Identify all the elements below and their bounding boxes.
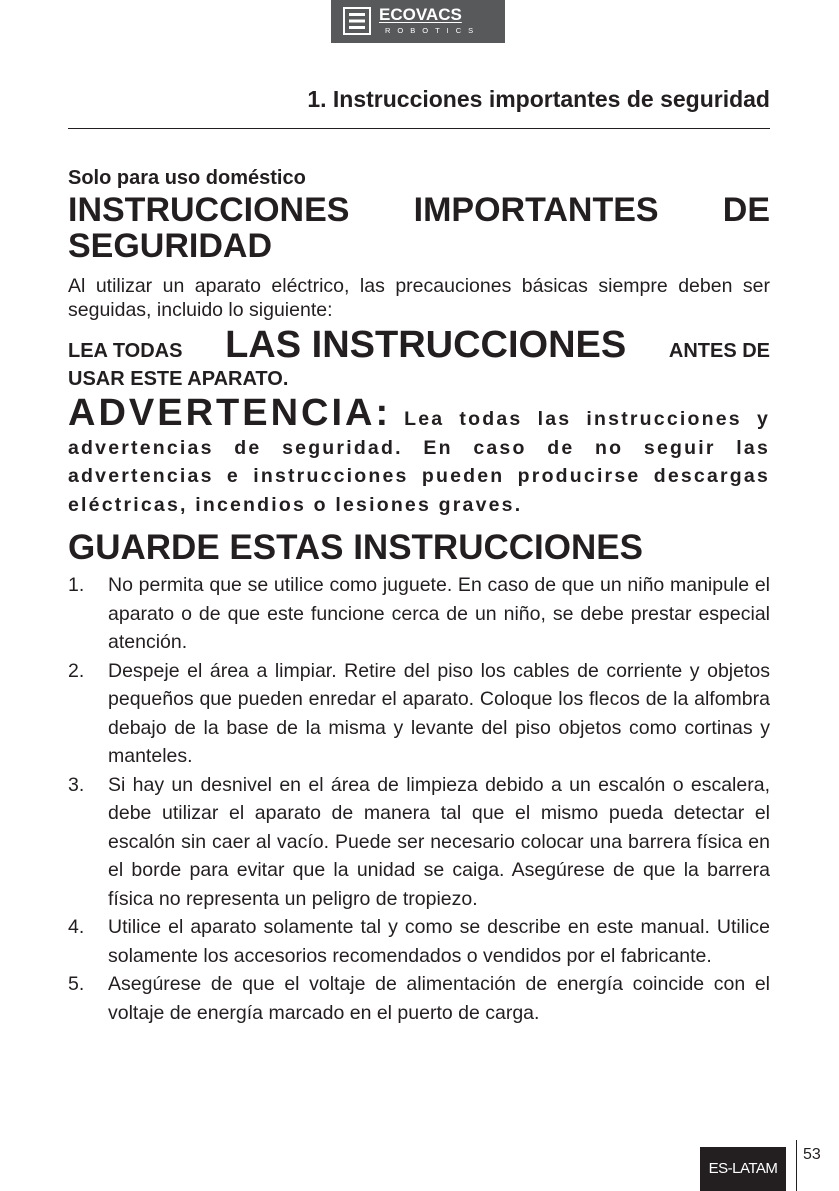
- list-item-text: No permita que se utilice como juguete. En caso de que un niño manipule el aparato o de que este funcione cerca de un niño, se debe prestar especial atención.: [108, 574, 770, 653]
- section-title: 1. Instrucciones importantes de seguridad: [307, 86, 770, 112]
- page-content: [68, 165, 770, 1027]
- domestic-use-subhead: Solo para uso doméstico: [68, 167, 306, 189]
- lea-post: ANTES DE: [668, 340, 770, 362]
- save-instructions-title: GUARDE ESTAS INSTRUCCIONES: [68, 528, 643, 567]
- list-item: [68, 657, 770, 771]
- list-item-number: 1.: [68, 574, 85, 596]
- intro-paragraph: Al utilizar un aparato eléctrico, las precauciones básicas siempre deben ser seguidas, incluido lo siguiente:: [68, 275, 770, 321]
- list-item-text: Utilice el aparato solamente tal y como se describe en este manual. Utilice solamente los accesorios recomendados o vendidos por el fabricante.: [108, 916, 770, 967]
- list-item: [68, 970, 770, 1027]
- read-all-instructions: [68, 326, 770, 393]
- safety-list: [68, 571, 770, 1027]
- list-item-number: 4.: [68, 916, 85, 938]
- list-item-text: Si hay un desnivel en el área de limpieza debido a un escalón o escalera, debe utilizar el aparato de manera tal que el mismo pueda detectar el escalón sin caer al vacío. Puede ser necesario colocar una barrera física en el borde para evitar que la unidad se caiga. Asegúrese de que la barrera física no representa un peligro de tropiezo.: [108, 773, 770, 910]
- lea-line2: USAR ESTE APARATO.: [68, 368, 289, 390]
- list-item-number: 3.: [68, 773, 85, 796]
- list-item-number: 2.: [68, 659, 85, 682]
- header-divider: [68, 128, 770, 129]
- list-item: [68, 913, 770, 970]
- main-title: [68, 192, 770, 264]
- list-item: [68, 571, 770, 657]
- main-title-line1: INSTRUCCIONES IMPORTANTES DE: [68, 191, 770, 229]
- ecovacs-logo: [331, 0, 505, 43]
- page-number: 53: [803, 1146, 821, 1163]
- lea-big: LAS INSTRUCCIONES: [225, 324, 627, 366]
- warning-heading: ADVERTENCIA:: [68, 392, 392, 434]
- list-item-number: 5.: [68, 973, 85, 995]
- logo-brand: ECOVACS: [379, 5, 462, 24]
- lea-pre: LEA TODAS: [68, 340, 183, 362]
- warning-text: Lea todas las instrucciones y advertencias de seguridad. En caso de no seguir las advertencias e instrucciones pueden producirse descargas eléctricas, incendios o lesiones graves.: [68, 408, 770, 516]
- main-title-line2: SEGURIDAD: [68, 227, 273, 265]
- list-item-text: Asegúrese de que el voltaje de alimentación de energía coincide con el voltaje de energía marcado en el puerto de carga.: [108, 973, 770, 1024]
- language-badge: ES-LATAM: [700, 1147, 786, 1191]
- list-item-text: Despeje el área a limpiar. Retire del piso los cables de corriente y objetos pequeños que pueden enredar el aparato. Coloque los flecos de la alfombra debajo de la base de la misma y levante del piso objetos como cortinas y manteles.: [108, 659, 770, 767]
- ecovacs-logo-icon: [343, 7, 371, 35]
- list-item: [68, 771, 770, 914]
- footer-divider: [796, 1140, 797, 1191]
- logo-brand-sub: ROBOTICS: [385, 26, 481, 35]
- warning-block: [68, 392, 770, 519]
